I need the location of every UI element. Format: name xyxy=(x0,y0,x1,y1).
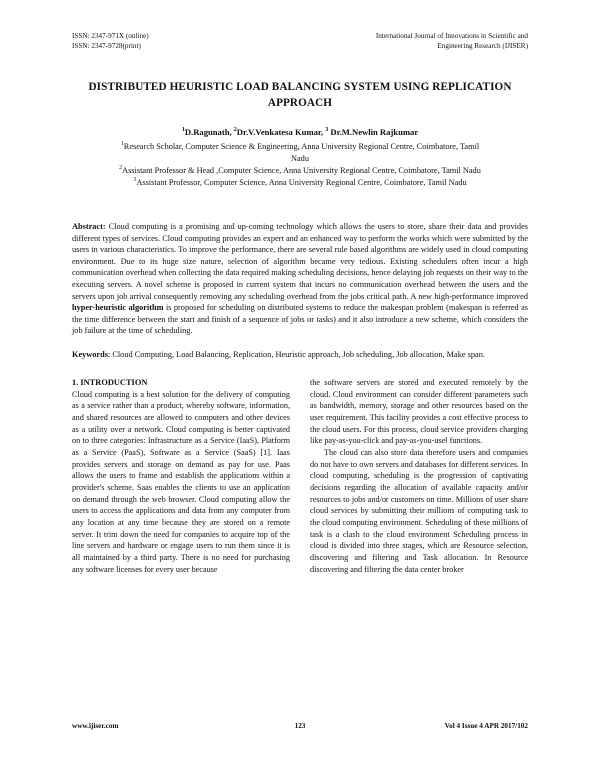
intro-paragraph-2: The cloud can also store data therefore users and companies do not have to own servers and databases for different services. In cloud computing, scheduling is the progression of captivating decisions regarding the allocation of available capacity and/or resources to jobs and/or customers on time. Millions of user share cloud services by submitting their millions of computing task to the cloud computing environment. Scheduling of these millions of task is a clash to the cloud environment Scheduling process in cloud is divided into three stages, which are Resource selection, discovering and filtering and Task allocation. In Resource discovering and filtering the data center broker xyxy=(310,447,528,574)
affiliation-3-sup: 3 xyxy=(133,177,137,184)
keywords xyxy=(72,349,528,361)
right-column xyxy=(310,377,528,575)
affiliation-2-text: Assistant Professor & Head ,Computer Science, Anna University Regional Centre, Coimbatore, Tamil Nadu xyxy=(122,166,481,175)
section-heading-introduction: 1. INTRODUCTION xyxy=(72,378,148,387)
keywords-text: : Cloud Computing, Load Balancing, Replication, Heuristic approach, Job scheduling, Job allocation, Make span. xyxy=(107,350,485,359)
abstract-bold-term: hyper-heuristic algorithm xyxy=(72,303,164,313)
author2-sup: 2 xyxy=(233,127,237,134)
journal-name-line2: Engineering Research (IJISER) xyxy=(437,42,528,50)
left-column xyxy=(72,377,290,575)
issn-print: ISSN: 2347-9728(print) xyxy=(72,42,141,50)
paper-title-line2: APPROACH xyxy=(267,96,333,109)
journal-name-line1: International Journal of Innovations in Scientific and xyxy=(375,32,528,40)
intro-paragraph-1-continued: the software servers are stored and executed remotely by the cloud. Cloud environment can consider different parameters such as bandwidth, memory, storage and other resources based on the user requirement. This facility provides a cost effective process to the cloud users. For this process, cloud service providers charging like pay-as-you-click and pay-as-you-use‖ functions. xyxy=(310,378,528,446)
abstract xyxy=(72,221,528,337)
affiliation-3-text: Assistant Professor, Computer Science, Anna University Regional Centre, Coimbatore, Tamil Nadu xyxy=(136,178,467,187)
keywords-label: Keywords xyxy=(72,350,108,359)
affiliation-1 xyxy=(112,141,488,165)
affiliations xyxy=(112,141,488,189)
paper-title-line1: DISTRIBUTED HEURISTIC LOAD BALANCING SYSTEM USING REPLICATION xyxy=(88,81,512,93)
author1: D.Ragunath, xyxy=(184,127,234,137)
affiliation-2 xyxy=(112,165,488,177)
affiliation-3 xyxy=(112,177,488,189)
issn-online: ISSN: 2347-971X (online) xyxy=(72,32,149,40)
author3: Dr.M.Newlin Rajkumar xyxy=(328,127,419,137)
author3-sup: 3 xyxy=(325,127,329,134)
page-number: 123 xyxy=(294,722,306,730)
author-list xyxy=(72,126,528,138)
abstract-text-1: Cloud computing is a promising and up-coming technology which allows the users to store, share their data and provides different types of services. Cloud computing provides an expert and an enhanced way to perform the works which were submitted by the users in various characteristics. To improve the performance, there are several rule based algorithms are widely used in cloud computing environment. Due to its huge size nature, selection of algorithm became very tedious. Existing schedulers often incur a high communication overhead when collecting the data required making scheduling decisions, hence delaying job requests on their way to the executing servers. A novel scheme is proposed in current system that incurs no communication overhead between the users and the servers upon job arrival consequently removing any scheduling overhead from the jobs critical path. A new high-performance improved xyxy=(72,222,528,301)
author1-sup: 1 xyxy=(181,127,185,134)
author2: Dr.V.Venkatesa Kumar, xyxy=(236,127,326,137)
journal-name-header xyxy=(376,31,528,51)
footer-issue: Vol 4 Issue 4 APR 2017/102 xyxy=(444,722,528,730)
footer-website: www.ijiser.com xyxy=(72,722,119,730)
abstract-text-2: is proposed for scheduling on distributed systems to reduce the makespan problem (makespan is referred as the time difference between the start and finish of a sequence of jobs or tasks) and it also introduce a new scheme, which considers the job failure at the time of scheduling. xyxy=(72,303,528,336)
affiliation-1-text: Research Scholar, Computer Science & Engineering, Anna University Regional Centre, Coimbatore, Tamil Nadu xyxy=(123,142,480,163)
journal-issn-header xyxy=(72,31,149,51)
affiliation-2-sup: 2 xyxy=(119,165,123,172)
intro-paragraph-1: Cloud computing is a best solution for the delivery of computing as a service rather than a product, whereby software, information, and shared resources are allowed to computers and other devices as a utility over a network. Cloud computing is better captivated on to three categories: Infrastructure as a Service (IaaS), Platform as a Service (PaaS), Software as a Service (SaaS) [1]. Iaas provides servers and storage on demand as pay for use. Paas allows the users to frame and establish the applications within a provider's scheme. Saas enables the clients to use an application on demand through the web browser. Cloud computing allow the users to access the applications and data from any computer from any location at any time because they are stored on a remote server. It trim down the need for companies to acquire top of the line servers and hardware or engage users to run them since it is all maintained by a third party. There is no need for purchasing any software licenses for every user because xyxy=(72,389,290,574)
abstract-label: Abstract: xyxy=(72,222,106,231)
affiliation-1-sup: 1 xyxy=(120,141,124,148)
paper-title xyxy=(72,80,528,111)
